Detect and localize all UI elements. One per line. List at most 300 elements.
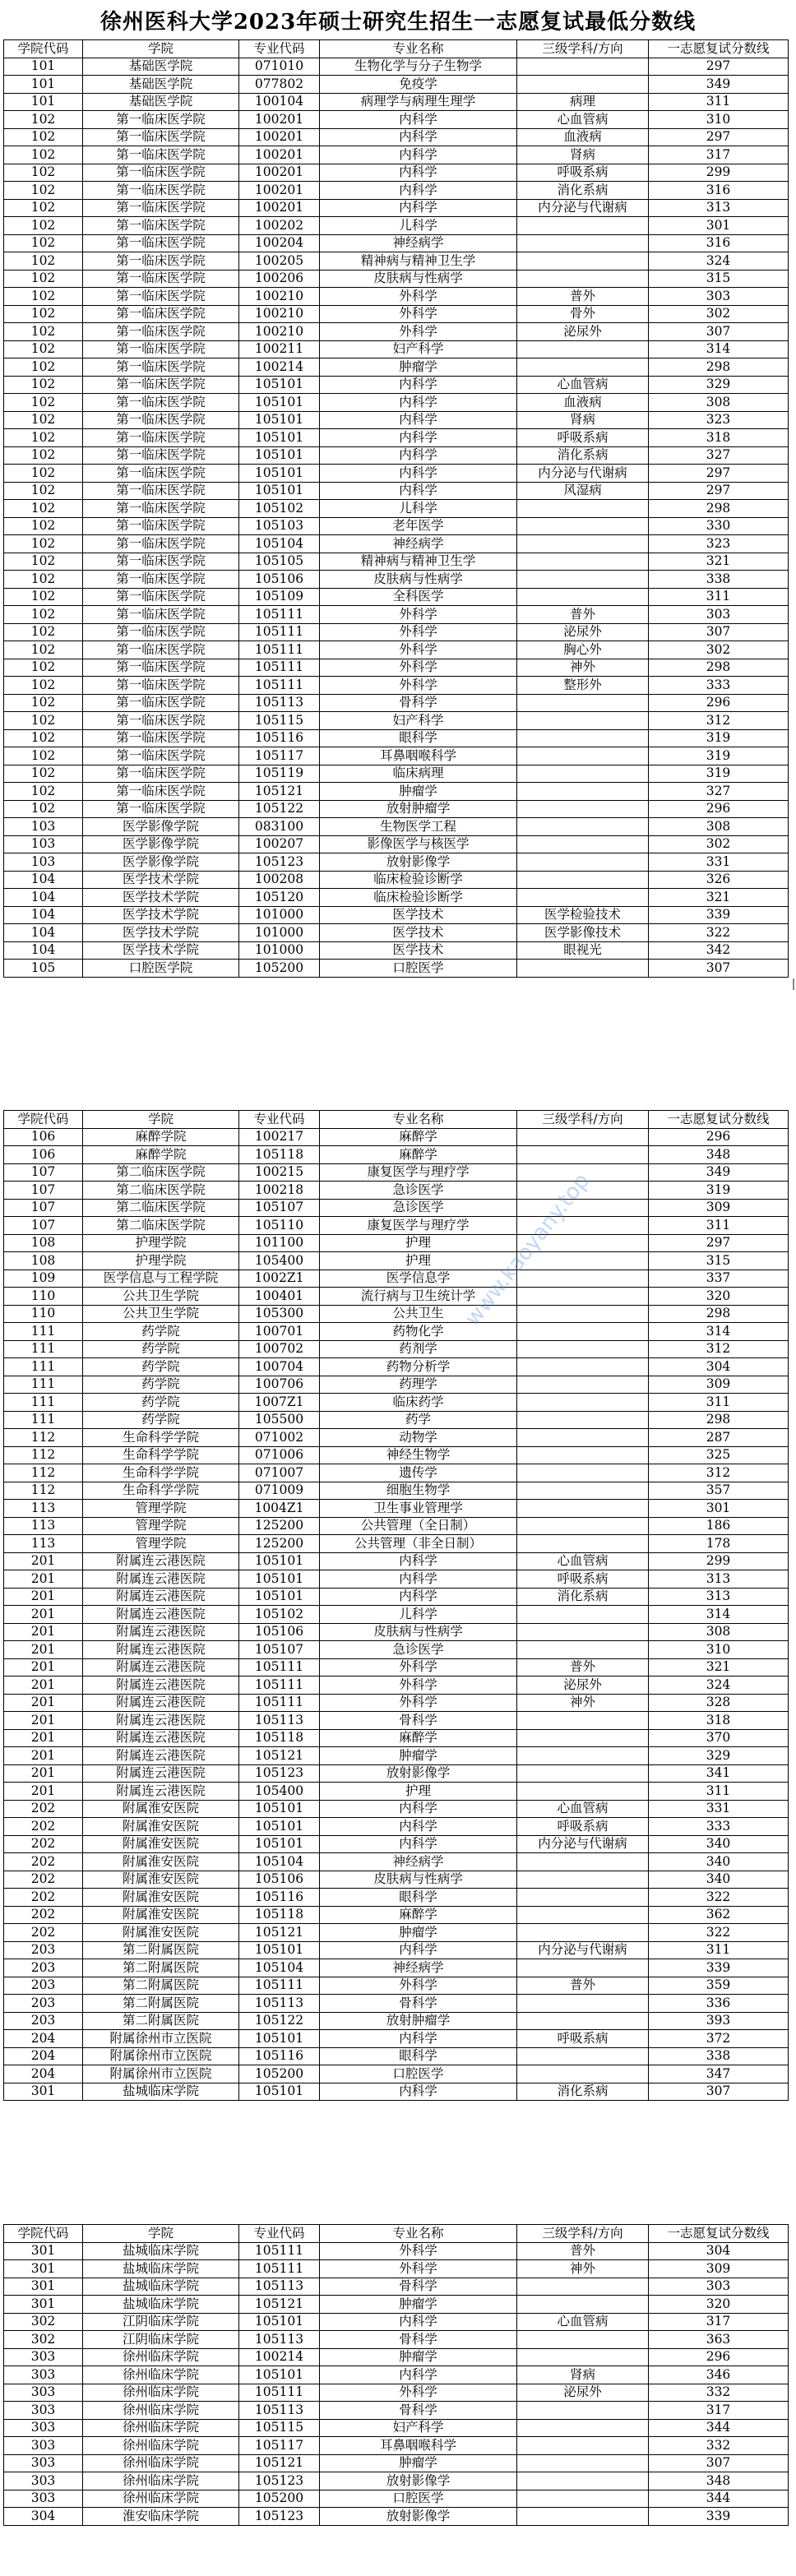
table-cell: 护理学院 — [83, 1234, 239, 1252]
table-cell: 203 — [4, 2012, 83, 2030]
table-cell: 100702 — [239, 1340, 320, 1358]
table-cell: 362 — [649, 1906, 789, 1924]
table-cell: 药物分析学 — [320, 1358, 517, 1376]
table-cell: 102 — [4, 606, 83, 624]
table-cell — [517, 553, 649, 571]
table-cell: 第二附属医院 — [83, 1941, 239, 1959]
table-cell: 泌尿外 — [517, 2384, 649, 2402]
table-cell — [517, 765, 649, 783]
table-row — [4, 553, 789, 571]
table-cell: 303 — [4, 2419, 83, 2437]
table-cell: 202 — [4, 1906, 83, 1924]
table-cell: 药学院 — [83, 1411, 239, 1429]
table-cell: 304 — [649, 1358, 789, 1376]
table-cell: 298 — [649, 500, 789, 518]
table-cell: 104 — [4, 889, 83, 907]
table-cell: 100207 — [239, 835, 320, 853]
table-cell: 药剂学 — [320, 1340, 517, 1358]
table-cell: 101100 — [239, 1234, 320, 1252]
table-cell: 301 — [4, 2260, 83, 2278]
score-table — [3, 1110, 789, 2101]
table-cell: 皮肤病与性病学 — [320, 571, 517, 589]
table-cell: 102 — [4, 394, 83, 412]
table-cell: 江阴临床学院 — [83, 2331, 239, 2349]
table-cell: 297 — [649, 482, 789, 500]
table-cell: 内分泌与代谢病 — [517, 1941, 649, 1959]
table-cell — [517, 217, 649, 235]
table-cell: 肿瘤学 — [320, 783, 517, 801]
table-cell: 105105 — [239, 553, 320, 571]
table-cell: 331 — [649, 853, 789, 872]
table-cell: 102 — [4, 288, 83, 306]
table-cell: 332 — [649, 2437, 789, 2455]
table-cell: 338 — [649, 2047, 789, 2065]
table-cell — [517, 1446, 649, 1464]
table-cell: 101000 — [239, 924, 320, 942]
table-cell: 儿科学 — [320, 217, 517, 235]
column-header: 一志愿复试分数线 — [649, 1111, 789, 1129]
table-row — [4, 1588, 789, 1606]
table-cell: 医学影像学院 — [83, 835, 239, 853]
table-cell — [517, 252, 649, 271]
table-row — [4, 712, 789, 730]
table-cell: 314 — [649, 340, 789, 358]
table-cell: 外科学 — [320, 1676, 517, 1695]
table-cell — [517, 1199, 649, 1217]
table-cell: 医学影像学院 — [83, 853, 239, 872]
table-cell: 317 — [649, 2313, 789, 2331]
table-cell: 303 — [4, 2348, 83, 2366]
table-cell: 第一临床医学院 — [83, 783, 239, 801]
column-header: 专业名称 — [320, 40, 517, 58]
table-cell: 308 — [649, 1623, 789, 1641]
table-cell: 303 — [4, 2490, 83, 2508]
table-cell: 297 — [649, 1234, 789, 1252]
table-cell: 318 — [649, 429, 789, 447]
table-cell: 298 — [649, 1305, 789, 1323]
table-row — [4, 2242, 789, 2260]
table-cell — [517, 535, 649, 553]
table-row — [4, 288, 789, 306]
table-cell: 临床检验诊断学 — [320, 889, 517, 907]
table-row — [4, 164, 789, 182]
table-cell: 公共管理（非全日制） — [320, 1535, 517, 1553]
table-row — [4, 1270, 789, 1288]
table-cell: 319 — [649, 747, 789, 765]
table-cell: 100208 — [239, 871, 320, 889]
column-header: 专业名称 — [320, 2225, 517, 2243]
table-row — [4, 1924, 789, 1942]
table-cell: 内科学 — [320, 411, 517, 429]
table-cell: 放射肿瘤学 — [320, 800, 517, 818]
table-cell: 泌尿外 — [517, 623, 649, 641]
table-cell: 影像医学与核医学 — [320, 835, 517, 853]
table-cell: 100706 — [239, 1376, 320, 1394]
table-cell: 盐城临床学院 — [83, 2260, 239, 2278]
table-row — [4, 394, 789, 412]
table-row — [4, 606, 789, 624]
table-cell: 附属徐州市立医院 — [83, 2030, 239, 2048]
table-cell: 105101 — [239, 411, 320, 429]
table-cell — [517, 2348, 649, 2366]
table-cell: 111 — [4, 1376, 83, 1394]
table-cell: 316 — [649, 234, 789, 252]
table-row — [4, 1853, 789, 1871]
column-header: 学院代码 — [4, 2225, 83, 2243]
table-cell: 340 — [649, 1853, 789, 1871]
table-cell: 105104 — [239, 535, 320, 553]
table-cell: 393 — [649, 2012, 789, 2030]
table-cell: 临床药学 — [320, 1394, 517, 1412]
table-row — [4, 2278, 789, 2296]
table-cell — [517, 747, 649, 765]
table-cell: 遗传学 — [320, 1464, 517, 1482]
table-cell: 第一临床医学院 — [83, 340, 239, 358]
table-cell: 内科学 — [320, 1835, 517, 1853]
table-row — [4, 358, 789, 377]
table-cell — [517, 1764, 649, 1783]
table-cell: 105101 — [239, 1818, 320, 1836]
table-cell: 342 — [649, 941, 789, 960]
table-cell: 100215 — [239, 1163, 320, 1182]
table-cell — [517, 1783, 649, 1801]
table-cell: 神经病学 — [320, 234, 517, 252]
table-cell: 肿瘤学 — [320, 2348, 517, 2366]
table-cell: 316 — [649, 182, 789, 200]
table-cell: 第一临床医学院 — [83, 217, 239, 235]
table-cell: 皮肤病与性病学 — [320, 270, 517, 288]
table-cell: 神外 — [517, 659, 649, 677]
table-cell: 105101 — [239, 2366, 320, 2384]
table-cell: 神经病学 — [320, 1959, 517, 1977]
table-cell: 105121 — [239, 783, 320, 801]
table-cell: 病理学与病理生理学 — [320, 93, 517, 111]
table-cell: 公共卫生学院 — [83, 1288, 239, 1306]
table-cell: 100202 — [239, 217, 320, 235]
table-cell: 第一临床医学院 — [83, 535, 239, 553]
table-cell: 附属连云港医院 — [83, 1729, 239, 1747]
table-cell: 口腔医学 — [320, 960, 517, 978]
table-row — [4, 1252, 789, 1270]
table-cell: 105106 — [239, 1871, 320, 1889]
table-cell: 呼吸系病 — [517, 164, 649, 182]
table-cell: 307 — [649, 2454, 789, 2472]
table-cell: 神外 — [517, 2260, 649, 2278]
table-cell: 201 — [4, 1783, 83, 1801]
table-cell: 精神病与精神卫生学 — [320, 553, 517, 571]
table-cell: 内科学 — [320, 2083, 517, 2101]
table-cell: 附属连云港医院 — [83, 1764, 239, 1783]
table-cell: 外科学 — [320, 623, 517, 641]
table-cell: 105122 — [239, 800, 320, 818]
table-cell — [517, 889, 649, 907]
table-cell: 102 — [4, 588, 83, 606]
table-cell — [517, 818, 649, 836]
table-cell: 附属连云港医院 — [83, 1641, 239, 1659]
table-cell: 内科学 — [320, 376, 517, 394]
table-cell: 放射影像学 — [320, 853, 517, 872]
table-cell — [517, 1234, 649, 1252]
table-cell — [517, 340, 649, 358]
table-cell: 202 — [4, 1871, 83, 1889]
table-cell: 骨科学 — [320, 694, 517, 712]
table-cell: 105121 — [239, 1924, 320, 1942]
table-cell: 第一临床医学院 — [83, 288, 239, 306]
table-cell: 201 — [4, 1552, 83, 1570]
table-cell — [517, 960, 649, 978]
table-cell — [517, 2331, 649, 2349]
table-cell: 102 — [4, 641, 83, 659]
table-cell: 管理学院 — [83, 1535, 239, 1553]
table-row — [4, 111, 789, 129]
table-cell: 肿瘤学 — [320, 1747, 517, 1765]
table-cell: 第二临床医学院 — [83, 1163, 239, 1182]
table-cell: 105111 — [239, 641, 320, 659]
table-cell: 内科学 — [320, 465, 517, 483]
table-cell: 105111 — [239, 2260, 320, 2278]
table-cell: 346 — [649, 2366, 789, 2384]
table-cell: 105101 — [239, 1800, 320, 1818]
table-cell: 102 — [4, 783, 83, 801]
table-cell: 内科学 — [320, 482, 517, 500]
table-row — [4, 1394, 789, 1412]
table-cell: 312 — [649, 1464, 789, 1482]
table-cell: 整形外 — [517, 677, 649, 695]
table-cell: 105103 — [239, 517, 320, 535]
table-cell: 323 — [649, 411, 789, 429]
score-table — [3, 39, 789, 978]
table-cell: 口腔医学 — [320, 2490, 517, 2508]
table-cell: 徐州临床学院 — [83, 2402, 239, 2420]
table-cell — [517, 58, 649, 76]
table-cell: 神经病学 — [320, 1853, 517, 1871]
table-row — [4, 1552, 789, 1570]
table-cell: 107 — [4, 1199, 83, 1217]
table-cell: 112 — [4, 1482, 83, 1500]
table-cell — [517, 694, 649, 712]
table-cell: 肿瘤学 — [320, 1924, 517, 1942]
table-cell: 105116 — [239, 1889, 320, 1907]
table-cell: 医学信息与工程学院 — [83, 1270, 239, 1288]
table-cell: 321 — [649, 1658, 789, 1676]
table-cell: 100201 — [239, 146, 320, 164]
table-cell: 神经病学 — [320, 535, 517, 553]
table-cell: 102 — [4, 217, 83, 235]
table-cell: 102 — [4, 446, 83, 465]
table-cell: 102 — [4, 517, 83, 535]
table-cell: 105101 — [239, 394, 320, 412]
table-cell: 内科学 — [320, 1818, 517, 1836]
table-cell: 299 — [649, 164, 789, 182]
table-cell: 105123 — [239, 2472, 320, 2490]
table-cell: 307 — [649, 2083, 789, 2101]
table-cell: 医学技术学院 — [83, 924, 239, 942]
table-cell: 204 — [4, 2047, 83, 2065]
table-cell: 内科学 — [320, 1941, 517, 1959]
table-cell: 麻醉学 — [320, 1128, 517, 1146]
watermark-text: www.kaoyany.top — [460, 1168, 595, 1331]
table-cell: 内科学 — [320, 429, 517, 447]
table-cell: 100204 — [239, 234, 320, 252]
table-cell: 呼吸系病 — [517, 1818, 649, 1836]
table-cell: 医学技术 — [320, 924, 517, 942]
table-cell: 105101 — [239, 2030, 320, 2048]
table-cell: 儿科学 — [320, 500, 517, 518]
table-cell: 311 — [649, 93, 789, 111]
table-row — [4, 1464, 789, 1482]
table-cell: 附属淮安医院 — [83, 1835, 239, 1853]
table-row — [4, 1182, 789, 1200]
table-cell: 071006 — [239, 1446, 320, 1464]
table-row — [4, 571, 789, 589]
table-cell: 109 — [4, 1270, 83, 1288]
table-cell: 药学院 — [83, 1323, 239, 1341]
table-cell: 319 — [649, 765, 789, 783]
table-cell: 临床检验诊断学 — [320, 871, 517, 889]
table-cell: 105104 — [239, 1959, 320, 1977]
table-cell: 325 — [649, 1446, 789, 1464]
table-cell: 202 — [4, 1800, 83, 1818]
table-cell: 105115 — [239, 2419, 320, 2437]
table-row — [4, 1517, 789, 1535]
table-cell: 100210 — [239, 288, 320, 306]
table-cell: 319 — [649, 1182, 789, 1200]
table-cell: 消化系病 — [517, 1588, 649, 1606]
table-cell: 309 — [649, 2260, 789, 2278]
table-cell: 201 — [4, 1623, 83, 1641]
table-cell: 105101 — [239, 1552, 320, 1570]
table-cell: 105111 — [239, 659, 320, 677]
table-cell: 护理 — [320, 1234, 517, 1252]
table-cell: 304 — [649, 2242, 789, 2260]
table-cell: 317 — [649, 146, 789, 164]
table-cell: 动物学 — [320, 1429, 517, 1447]
table-cell — [517, 2490, 649, 2508]
table-cell: 第一临床医学院 — [83, 358, 239, 377]
table-cell: 102 — [4, 659, 83, 677]
table-cell: 311 — [649, 1941, 789, 1959]
table-cell: 344 — [649, 2419, 789, 2437]
table-row — [4, 1783, 789, 1801]
table-row — [4, 182, 789, 200]
table-cell: 298 — [649, 1411, 789, 1429]
table-cell: 105101 — [239, 1835, 320, 1853]
table-cell — [517, 1464, 649, 1482]
table-row — [4, 871, 789, 889]
table-cell: 105118 — [239, 1906, 320, 1924]
table-row — [4, 1128, 789, 1146]
table-cell: 102 — [4, 500, 83, 518]
table-header-row — [4, 1111, 789, 1129]
table-cell — [517, 1924, 649, 1942]
table-row — [4, 1606, 789, 1624]
table-cell: 112 — [4, 1446, 83, 1464]
table-row — [4, 818, 789, 836]
table-row — [4, 1234, 789, 1252]
table-cell: 203 — [4, 1977, 83, 1995]
table-cell — [517, 2065, 649, 2083]
table-cell: 105113 — [239, 1712, 320, 1730]
table-cell: 急诊医学 — [320, 1199, 517, 1217]
table-cell: 303 — [649, 606, 789, 624]
table-cell: 083100 — [239, 818, 320, 836]
table-cell: 125200 — [239, 1517, 320, 1535]
table-row — [4, 429, 789, 447]
table-cell — [517, 1889, 649, 1907]
table-row — [4, 146, 789, 164]
table-cell: 眼科学 — [320, 2047, 517, 2065]
table-cell: 105118 — [239, 1146, 320, 1164]
table-cell: 111 — [4, 1411, 83, 1429]
table-cell: 349 — [649, 76, 789, 94]
table-row — [4, 76, 789, 94]
table-cell: 外科学 — [320, 1658, 517, 1676]
table-cell: 105111 — [239, 606, 320, 624]
table-cell: 307 — [649, 623, 789, 641]
table-cell: 339 — [649, 906, 789, 924]
table-cell: 313 — [649, 1570, 789, 1589]
table-row — [4, 1676, 789, 1695]
table-cell: 100206 — [239, 270, 320, 288]
table-row — [4, 641, 789, 659]
table-cell: 102 — [4, 623, 83, 641]
table-row — [4, 465, 789, 483]
table-cell: 附属连云港医院 — [83, 1712, 239, 1730]
table-cell: 呼吸系病 — [517, 2030, 649, 2048]
table-cell — [517, 1906, 649, 1924]
table-cell: 110 — [4, 1305, 83, 1323]
table-row — [4, 411, 789, 429]
table-cell: 105117 — [239, 2437, 320, 2455]
table-cell: 肾病 — [517, 2366, 649, 2384]
table-cell: 341 — [649, 1764, 789, 1783]
table-cell: 102 — [4, 712, 83, 730]
table-cell: 363 — [649, 2331, 789, 2349]
table-cell: 第一临床医学院 — [83, 305, 239, 323]
table-cell: 麻醉学院 — [83, 1128, 239, 1146]
table-cell: 徐州临床学院 — [83, 2472, 239, 2490]
table-cell: 339 — [649, 1959, 789, 1977]
table-cell: 心血管病 — [517, 376, 649, 394]
table-row — [4, 1906, 789, 1924]
table-row — [4, 2419, 789, 2437]
table-cell: 第一临床医学院 — [83, 270, 239, 288]
score-table-part-1 — [3, 39, 788, 978]
table-cell: 105111 — [239, 1694, 320, 1712]
table-cell: 第二附属医院 — [83, 1995, 239, 2013]
table-row — [4, 1889, 789, 1907]
table-cell: 103 — [4, 835, 83, 853]
table-row — [4, 1482, 789, 1500]
table-cell: 324 — [649, 1676, 789, 1695]
table-cell: 105110 — [239, 1217, 320, 1235]
table-cell: 药物化学 — [320, 1323, 517, 1341]
table-cell: 第一临床医学院 — [83, 465, 239, 483]
table-cell: 303 — [4, 2366, 83, 2384]
table-cell: 附属连云港医院 — [83, 1676, 239, 1695]
table-cell: 328 — [649, 1694, 789, 1712]
table-cell: 胸心外 — [517, 641, 649, 659]
table-cell — [517, 2047, 649, 2065]
table-cell: 骨科学 — [320, 2278, 517, 2296]
table-cell — [517, 1376, 649, 1394]
table-cell: 第一临床医学院 — [83, 252, 239, 271]
table-cell: 105500 — [239, 1411, 320, 1429]
table-cell: 医学技术 — [320, 906, 517, 924]
table-cell — [517, 800, 649, 818]
table-cell: 1007Z1 — [239, 1394, 320, 1412]
table-cell: 外科学 — [320, 2242, 517, 2260]
